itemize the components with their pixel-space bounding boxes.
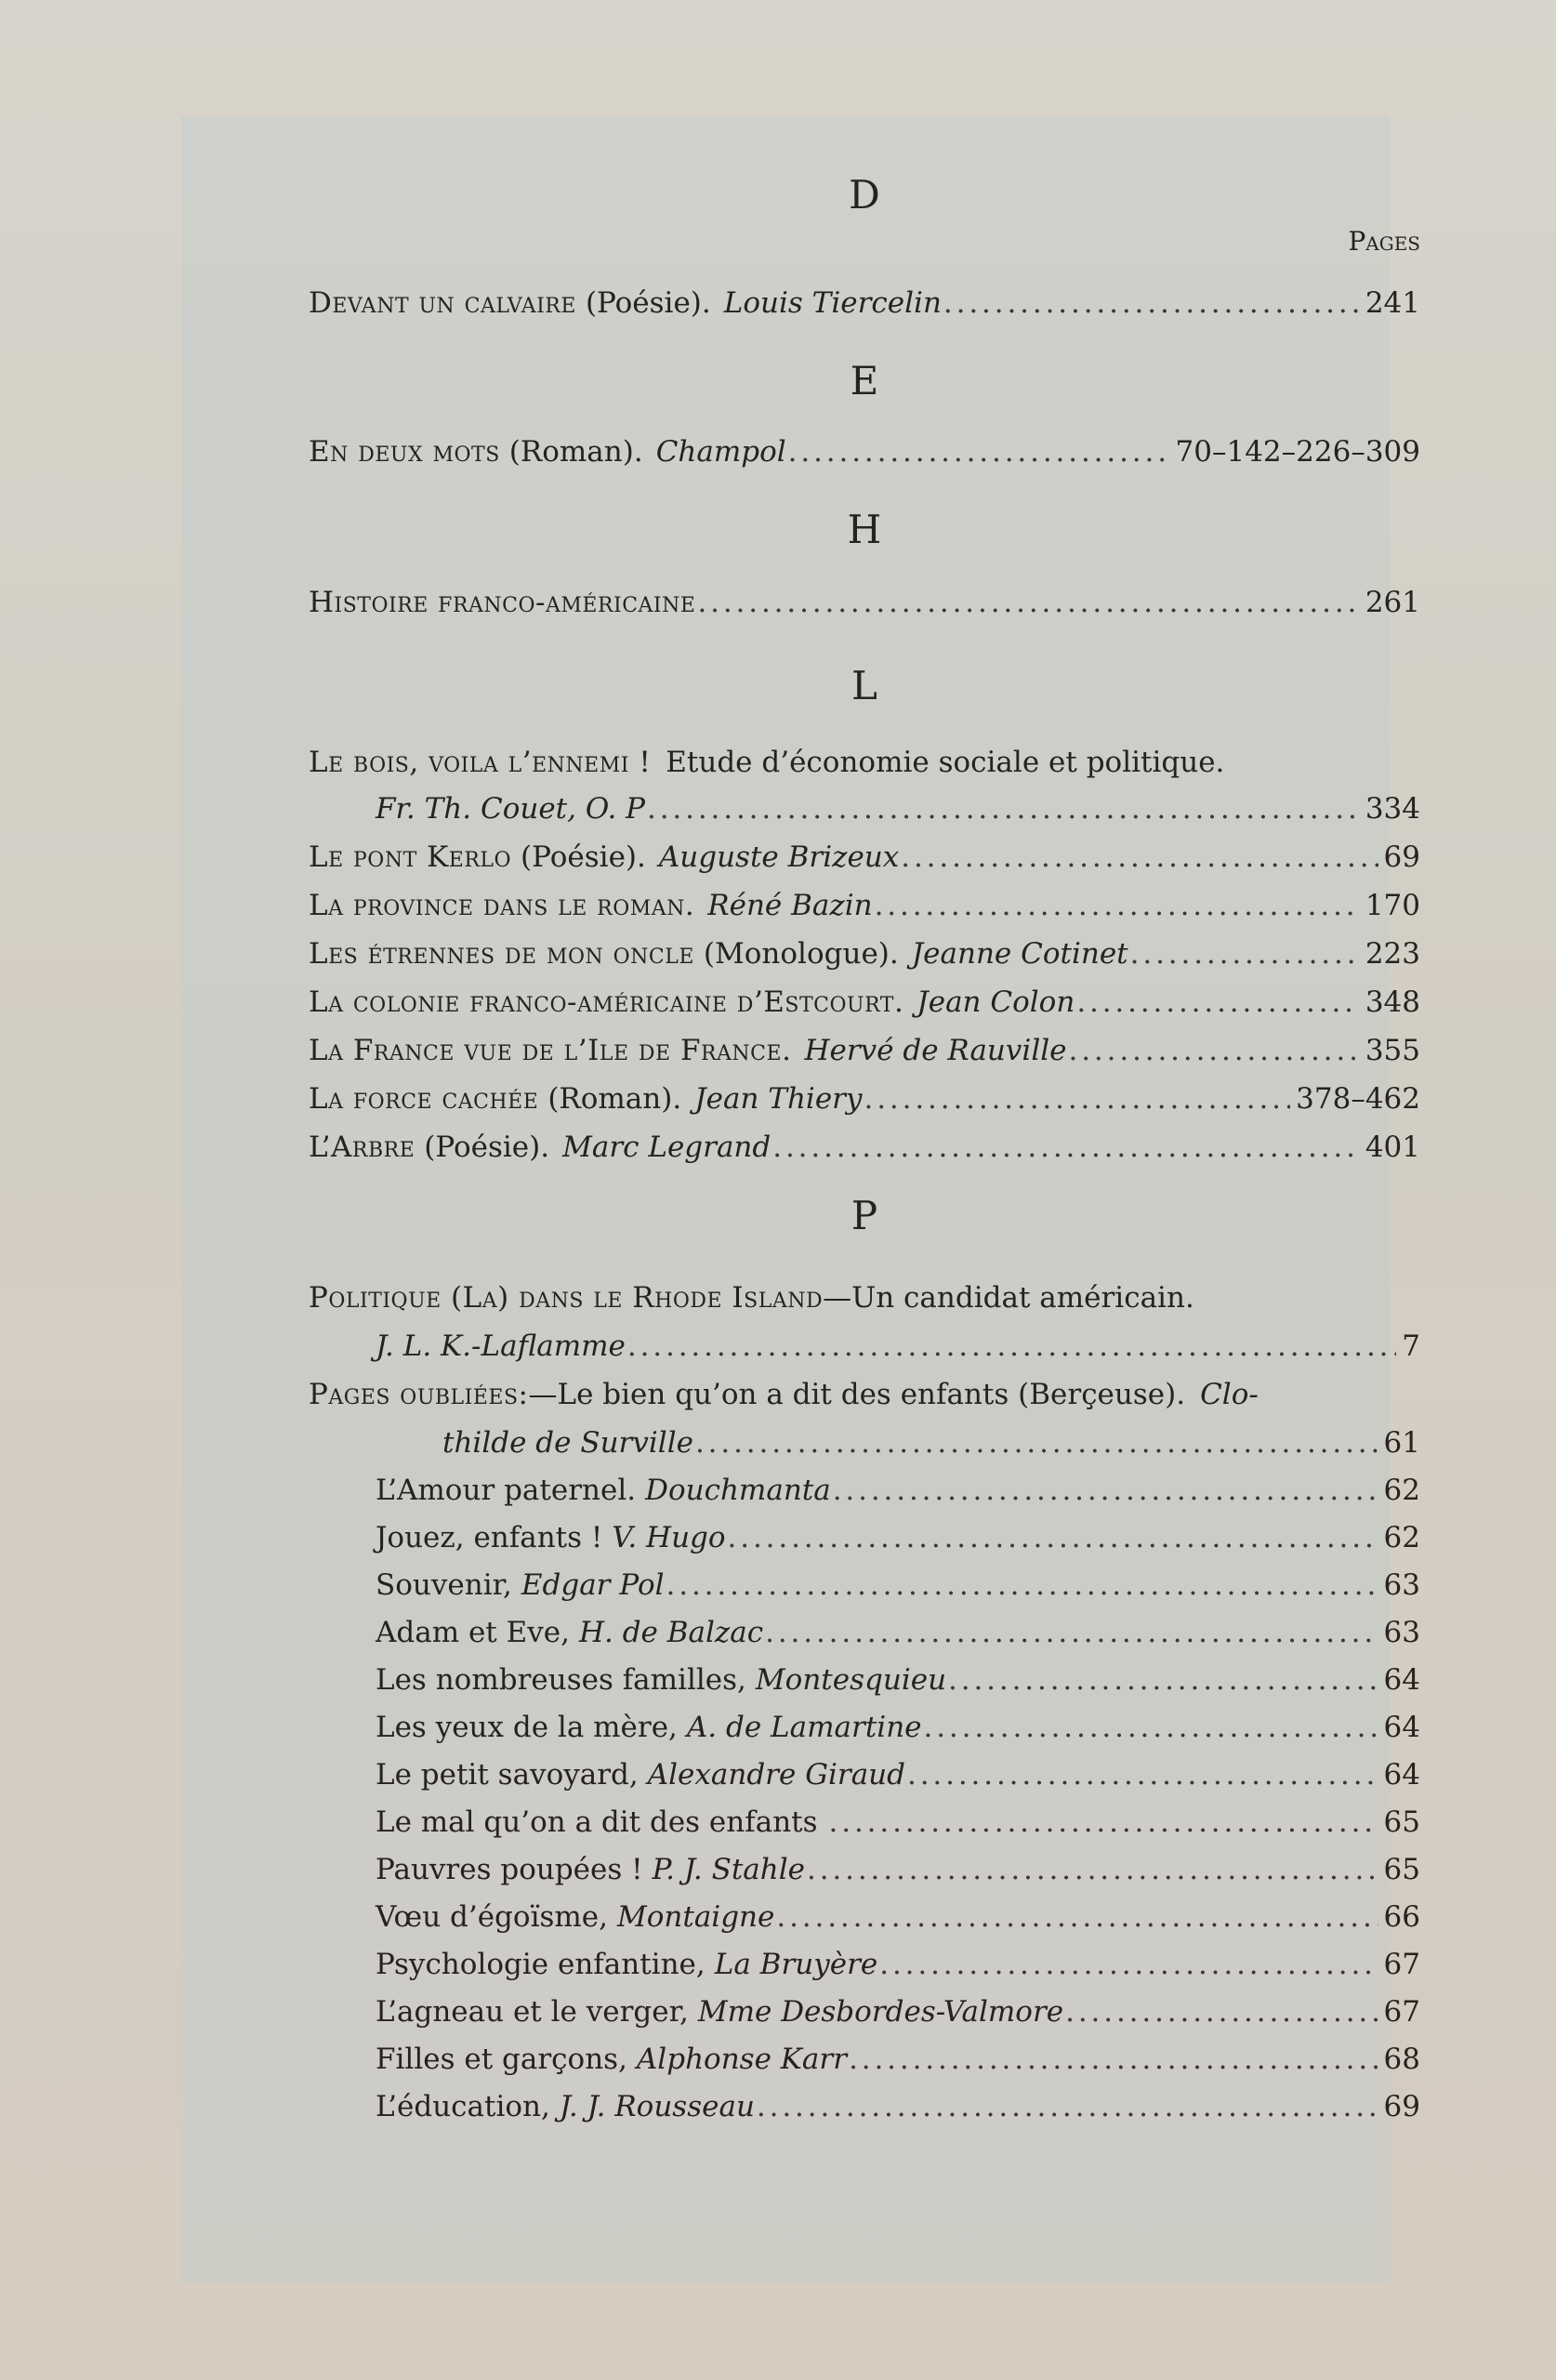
sub-entry-author: Alphonse Karr [636,2043,848,2076]
leader-dots [875,887,1360,924]
index-entry-line2 [376,790,1420,827]
entry-pages: 170 [1365,889,1420,922]
entry-genre: (Roman). [547,1082,682,1116]
entry-author: Champol [655,435,786,469]
entry-title: La France vue de l’Ile de France. [309,1034,792,1067]
entry-pages: 334 [1365,792,1420,826]
sub-entry [376,1472,1420,1509]
section-letter-d: D [849,172,880,218]
sub-entry-text: L’Amour paternel. [376,1474,637,1507]
leader-dots [807,1851,1378,1888]
sub-entry-pages: 62 [1383,1521,1420,1554]
leader-dots [647,790,1360,827]
entry-title: Le bois, voila l’ennemi ! [309,746,652,779]
index-entry [309,284,1420,322]
leader-dots [849,2041,1378,2078]
entry-pages: 223 [1365,937,1420,971]
sub-entry [376,2088,1420,2125]
leader-dots [728,1519,1378,1556]
sub-entry-pages: 65 [1383,1805,1420,1839]
entry-author: Hervé de Rauville [804,1034,1067,1067]
sub-entry-author: Mme Desbordes-Valmore [697,1995,1064,2029]
leader-dots [776,1898,1378,1936]
leader-dots [1065,1993,1378,2030]
leader-dots [943,284,1360,322]
sub-entry [376,1851,1420,1888]
sub-entry-text: Jouez, enfants ! [376,1521,603,1554]
index-entry [309,984,1420,1021]
entry-author: J. L. K.-Laflamme [376,1329,626,1363]
leader-dots [1076,984,1360,1021]
entry-genre: (Poésie). [424,1130,550,1164]
sub-entry-pages: 64 [1383,1711,1420,1744]
entry-title: La force cachée [309,1082,539,1116]
entry-genre: (Monologue). [703,937,899,971]
entry-title: Histoire franco-américaine [309,586,696,619]
leader-dots [864,1080,1291,1117]
entry-pages: 70–142–226–309 [1175,435,1420,469]
index-entry-line2 [442,1424,1420,1461]
sub-entry-text: Les yeux de la mère, [376,1711,678,1744]
entry-author: Jean Thiery [694,1082,863,1116]
entry-title: Politique (La) dans le Rhode Island [309,1281,824,1315]
leader-dots [948,1661,1378,1699]
entry-author-part1: Clo- [1200,1378,1259,1411]
index-entry-line1 [309,744,1420,781]
sub-entry-author: Alexandre Giraud [647,1758,905,1792]
sub-entry-author: Douchmanta [645,1474,831,1507]
sub-entry-pages: 67 [1383,1948,1420,1981]
sub-entry [376,2041,1420,2078]
sub-entry-pages: 62 [1383,1474,1420,1507]
sub-entry-pages: 63 [1383,1616,1420,1649]
section-letter-l: L [851,663,877,708]
sub-entry-pages: 69 [1383,2090,1420,2123]
sub-entry [376,1993,1420,2030]
section-letter-p: P [851,1193,878,1238]
sub-entry-text: Les nombreuses familles, [376,1663,746,1697]
entry-author: Jean Colon [916,985,1075,1019]
sub-entry-author: Montesquieu [755,1663,947,1697]
entry-title: Devant un calvaire [309,286,576,320]
sub-entry-text: Souvenir, [376,1568,512,1602]
sub-entry-pages: 63 [1383,1568,1420,1602]
index-entry [309,584,1420,621]
entry-title: En deux mots [309,435,500,469]
sub-entry-pages: 68 [1383,2043,1420,2076]
entry-pages: 261 [1365,586,1420,619]
sub-entry [376,1898,1420,1936]
entry-subtitle: —Le bien qu’on a dit des enfants (Berçeuse). [528,1378,1186,1411]
section-letter-h: H [847,507,882,552]
leader-dots [695,1424,1378,1461]
entry-author: Auguste Brizeux [658,840,900,874]
sub-entry-author: La Bruyère [714,1948,878,1981]
sub-entry-author: P. J. Stahle [652,1853,806,1886]
index-entry [309,935,1420,972]
sub-entry-author: A. de Lamartine [686,1711,922,1744]
sub-entry [376,1946,1420,1983]
section-letter-e: E [850,358,879,403]
entry-pages: 348 [1365,985,1420,1019]
entry-title: La province dans le roman. [309,889,695,922]
entry-pages: 7 [1402,1329,1420,1363]
entry-author: Réné Bazin [707,889,873,922]
sub-entry-author: Edgar Pol [521,1568,665,1602]
index-entry [309,839,1420,876]
sub-entry-text: L’agneau et le verger, [376,1995,689,2029]
entry-author: Louis Tiercelin [723,286,942,320]
entry-title: Le pont Kerlo [309,840,512,874]
entry-subtitle: —Un candidat américain. [823,1281,1194,1315]
index-entry [309,1080,1420,1117]
entry-title: L’Arbre [309,1130,415,1164]
leader-dots [788,433,1170,470]
sub-entry-author: V. Hugo [612,1521,726,1554]
leader-dots [833,1472,1378,1509]
sub-entry-author: H. de Balzac [578,1616,764,1649]
entry-pages: 378–462 [1296,1082,1420,1116]
leader-dots [1130,935,1360,972]
pages-column-label: Pages [1348,226,1420,257]
entry-genre: (Roman). [508,435,643,469]
entry-pages: 401 [1365,1130,1420,1164]
entry-pages: 241 [1365,286,1420,320]
sub-entry [376,1661,1420,1699]
leader-dots [1069,1032,1360,1069]
entry-author: Fr. Th. Couet, O. P [376,792,646,826]
sub-entry-author: Montaigne [616,1900,775,1934]
leader-dots [907,1756,1378,1793]
sub-entry [376,1519,1420,1556]
entry-pages: 61 [1383,1426,1420,1460]
index-entry [309,887,1420,924]
sub-entry [376,1804,1420,1841]
entry-author-part2: thilde de Surville [442,1426,693,1460]
entry-pages: 355 [1365,1034,1420,1067]
index-entry-line1 [309,1376,1420,1413]
sub-entry-author: J. J. Rousseau [559,2090,755,2123]
sub-entry-text: L’éducation, [376,2090,550,2123]
sub-entry-pages: 66 [1383,1900,1420,1934]
leader-dots [772,1129,1360,1166]
leader-dots [829,1804,1378,1841]
sub-entry-text: Pauvres poupées ! [376,1853,643,1886]
sub-entry-text: Psychologie enfantine, [376,1948,705,1981]
leader-dots [627,1328,1396,1365]
leader-dots [765,1614,1378,1651]
entry-genre: (Poésie). [585,286,711,320]
sub-entry-text: Filles et garçons, [376,2043,627,2076]
leader-dots [697,584,1359,621]
sub-entry [376,1709,1420,1746]
leader-dots [757,2088,1378,2125]
sub-entry-pages: 65 [1383,1853,1420,1886]
entry-title: Pages oubliées: [309,1378,529,1411]
index-entry-line2 [376,1328,1420,1365]
sub-entry [376,1567,1420,1604]
sub-entry-pages: 64 [1383,1758,1420,1792]
entry-genre: (Poésie). [521,840,646,874]
index-entry [309,1129,1420,1166]
sub-entry-text: Vœu d’égoïsme, [376,1900,608,1934]
leader-dots [924,1709,1378,1746]
leader-dots [666,1567,1378,1604]
sub-entry-pages: 64 [1383,1663,1420,1697]
entry-pages: 69 [1383,840,1420,874]
entry-title: Les étrennes de mon oncle [309,937,694,971]
leader-dots [879,1946,1378,1983]
index-entry [309,1032,1420,1069]
sub-entry-text: Le petit savoyard, [376,1758,639,1792]
leader-dots [901,839,1378,876]
sub-entry [376,1756,1420,1793]
sub-entry-text: Adam et Eve, [376,1616,570,1649]
entry-author: Jeanne Cotinet [911,937,1128,971]
sub-entry-text: Le mal qu’on a dit des enfants [376,1805,818,1839]
index-entry-line1 [309,1279,1420,1316]
entry-title: La colonie franco-américaine d’Estcourt. [309,985,904,1019]
sub-entry [376,1614,1420,1651]
entry-author: Marc Legrand [562,1130,771,1164]
entry-subtitle: Etude d’économie sociale et politique. [666,746,1225,779]
index-entry [309,433,1420,470]
sub-entry-pages: 67 [1383,1995,1420,2029]
